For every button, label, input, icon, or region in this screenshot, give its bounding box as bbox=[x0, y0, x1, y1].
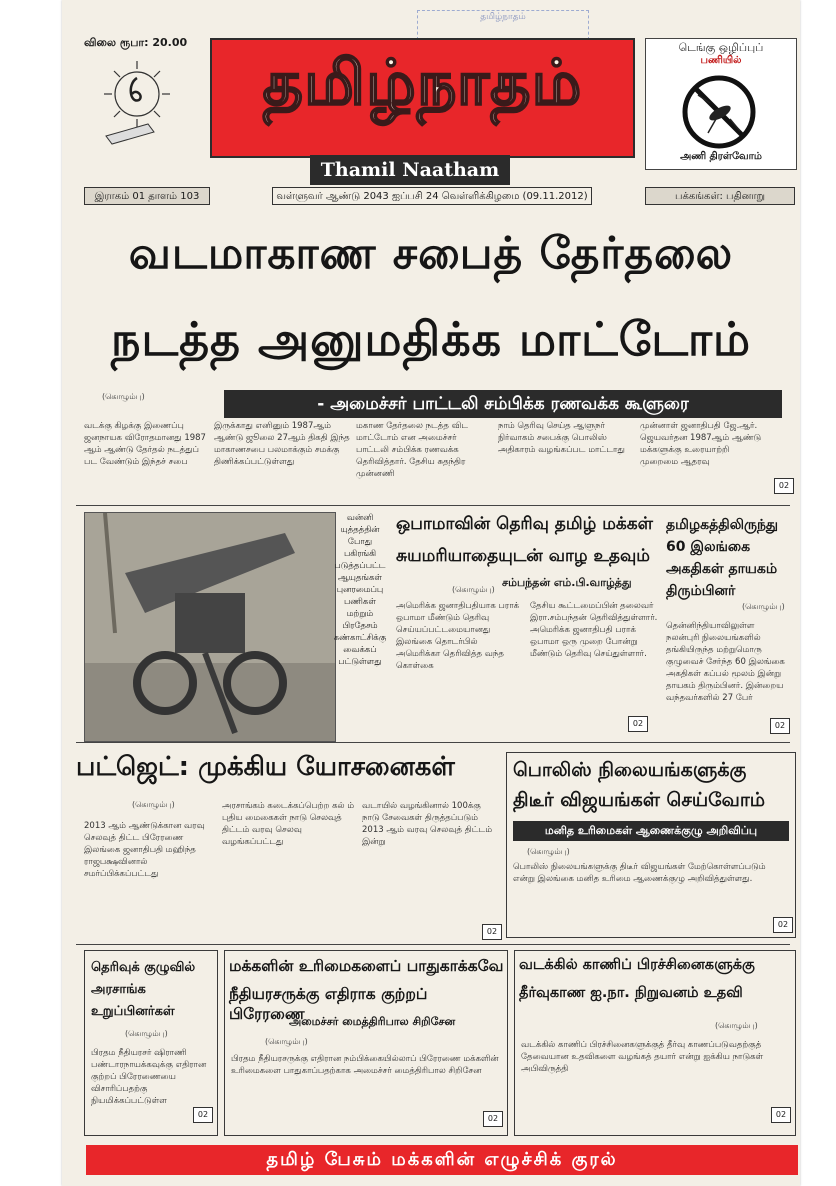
obama-headline-line1: ஒபாமாவின் தெரிவு தமிழ் மக்கள் bbox=[396, 514, 653, 534]
lead-headline-line1: வடமாகாண சபைத் தேர்தலை bbox=[128, 228, 734, 279]
masthead-subtitle: Thamil Naatham bbox=[310, 155, 510, 185]
lead-column-2: இருக்காது எனினும் 1987ஆம் ஆண்டு ஜூலை 27ஆம் திகதி இந்த மாகாணசபை பலமாக்கும் சமக்கு திணிக்கப்பட்டுள்ளது bbox=[214, 421, 350, 467]
police-subheadline: மனித உரிமைகள் ஆணைக்குழு அறிவிப்பு bbox=[513, 821, 789, 841]
date-line: வள்ளுவர் ஆண்டு 2043 ஐப்பசி 24 வெள்ளிக்கிழமை (09.11.2012) bbox=[272, 187, 592, 205]
rights-continue-arrow[interactable]: 02 bbox=[483, 1111, 503, 1127]
rights-story-box bbox=[224, 950, 508, 1136]
obama-headline-line2: சுயமரியாதையுடன் வாழ உதவும் bbox=[396, 546, 650, 566]
lead-column-5: முன்னாள் ஜனாதிபதி ஜே.ஆர். ஜெயவர்தன 1987ஆம் ஆண்டு மக்களுக்கு உரையாற்றி முறைமை ஆதரவு bbox=[640, 421, 762, 467]
mosquito-ban-icon bbox=[680, 73, 758, 151]
lead-column-1: வடக்கு கிழக்கு இணைப்பு ஜனநாயக விரோதமானது 1987 ஆம் ஆண்டு தேர்தல் நடத்துப் பட வேண்டும் இந்தச் சபை bbox=[84, 421, 206, 467]
lead-headline-line2: நடத்த அனுமதிக்க மாட்டோம் bbox=[110, 312, 752, 366]
refugees-body: தென்னிந்தியாவிலுள்ள நலன்புரி நிலையங்களில் தங்கியிருந்த மற்றுமொரு குழுவைச் சேர்ந்த 60 இலங்கை அகதிகள் கப்பல் மூலம் இன்று தாயகம் திரும்பினர். இன்றைய வந்தவர்களில் 27 பேர் bbox=[666, 621, 785, 703]
committee-headline: தெரிவுக் குழுவில் அரசாங்க உறுப்பினர்கள் bbox=[91, 960, 196, 1019]
rights-body: பிரதம நீதியரசருக்கு எதிரான நம்பிக்கையில்லாப் பிரேரணை மக்களின் உரிமைகளை பாதுகாப்பதற்காக அமைச்சர் மைத்திரிபால சிறிசேன bbox=[231, 1054, 499, 1076]
obama-column-1: அமெரிக்க ஜனாதிபதியாக பராக் ஒபாமா மீண்டும் தெரிவு செய்யப்பட்டமையானது இலங்கை தொடர்பில் அமெரிக்கா தெரிவித்த வந்த கொள்கை bbox=[396, 601, 520, 671]
obama-column-2: தேசிய கூட்டமைப்பின் தலைவர் இரா.சம்பந்தன் தெரிவித்துள்ளார். அமெரிக்க ஜனாதிபதி பராக் ஒபாமா ஒரு முறை போன்று மீண்டும் தெரிவு செய்துள்ளார். bbox=[530, 601, 658, 659]
lead-reporter: (கொழும்பு) bbox=[102, 392, 145, 401]
police-reporter: (கொழும்பு) bbox=[527, 847, 570, 856]
committee-story-box bbox=[84, 950, 218, 1136]
masthead-banner bbox=[210, 38, 635, 158]
budget-continue-arrow[interactable]: 02 bbox=[482, 924, 502, 940]
committee-reporter: (கொழும்பு) bbox=[125, 1029, 168, 1038]
section-divider bbox=[76, 505, 790, 506]
issue-number: இராகம் 01 தாளம் 103 bbox=[84, 187, 210, 205]
obama-attribution: சம்பந்தன் எம்.பி.வாழ்த்து bbox=[502, 576, 632, 589]
dengue-top-text: டெங்கு ஒழிப்புப் bbox=[678, 41, 764, 54]
budget-reporter: (கொழும்பு) bbox=[132, 800, 175, 809]
police-headline-line2: திடீர் விஜயங்கள் செய்வோம் bbox=[513, 789, 766, 811]
price-label: விலை ரூபா: 20.00 bbox=[84, 36, 188, 49]
artillery-photo bbox=[84, 512, 336, 742]
refugees-reporter: (கொழும்பு) bbox=[742, 602, 785, 611]
section-divider bbox=[76, 742, 790, 743]
masthead-title: தமிழ்நாதம் bbox=[262, 46, 583, 119]
ink-stamp: தமிழ்நாதம் bbox=[417, 10, 589, 40]
page-count: பக்கங்கள்: பதினாறு bbox=[645, 187, 795, 205]
dengue-bottom-text: அணி திரள்வோம் bbox=[680, 151, 762, 162]
police-continue-arrow[interactable]: 02 bbox=[773, 917, 793, 933]
rights-attribution: அமைச்சர் மைத்திரிபால சிறிசேன bbox=[289, 1015, 456, 1028]
lead-column-3: மகாண தேர்தலை நடத்த விட மாட்டோம் என அமைச்சர் பாட்டலி சம்பிக்க ரணவக்க தெரிவித்தார். தேசிய சுதந்திர முன்னணி bbox=[356, 421, 469, 479]
budget-headline: பட்ஜெட்: முக்கிய யோசனைகள் bbox=[76, 752, 455, 782]
obama-reporter: (கொழும்பு) bbox=[452, 585, 495, 594]
rights-reporter: (கொழும்பு) bbox=[265, 1037, 308, 1046]
newspaper-page bbox=[62, 0, 800, 1186]
committee-continue-arrow[interactable]: 02 bbox=[193, 1107, 213, 1123]
north-headline-line1: வடக்கில் காணிப் பிரச்சினைகளுக்கு bbox=[519, 957, 755, 973]
north-reporter: (கொழும்பு) bbox=[715, 1021, 758, 1030]
dengue-mid-text: பணியில் bbox=[700, 55, 742, 66]
lead-continue-arrow[interactable]: 02 bbox=[774, 478, 794, 494]
artillery-photo-image bbox=[85, 513, 335, 741]
north-continue-arrow[interactable]: 02 bbox=[771, 1107, 791, 1123]
police-headline-line1: பொலிஸ் நிலையங்களுக்கு bbox=[513, 759, 747, 781]
lead-attribution: - அமைச்சர் பாட்டலி சம்பிக்க ரணவக்க கூளுரை bbox=[224, 390, 782, 418]
north-body: வடக்கில் காணிப் பிரச்சினைகளுக்குத் தீர்வு காணப்படுவதற்குத் தேவையான உதவிகளை வழங்கத் தயார் என்று ஐக்கிய நாடுகள் அபிவிருத்தி bbox=[521, 1040, 764, 1074]
obama-continue-arrow[interactable]: 02 bbox=[628, 716, 648, 732]
lead-column-4: நாம் தெரிவு செய்த ஆளுநர் நிர்வாகம் சபைக்கு பொலிஸ் அதிகாரம் வழங்கப்பட மாட்டாது bbox=[498, 421, 625, 455]
north-story-box bbox=[514, 950, 796, 1136]
rights-headline-line2: நீதியரசருக்கு எதிராக குற்றப் பிரேரணை bbox=[229, 985, 428, 1023]
refugees-continue-arrow[interactable]: 02 bbox=[770, 718, 790, 734]
photo-caption: வன்னி யுத்தத்தின் போது பகிரங்கி படுத்தப்பட்ட ஆயுதங்கள் புனரமைப்பு பணிகள் மற்றும் பிரதேசம் கண்காட்சிக்கு வைக்கப் பட்டுள்ளது bbox=[333, 513, 387, 667]
budget-column-1: 2013 ஆம் ஆண்டுக்கான வரவு செலவுத் திட்ட பிரேரணை இலங்கை ஜனாதிபதி மஹிந்த ராஜபக்ஷவினால் சமர்ப்பிக்கப்பட்டது bbox=[84, 821, 205, 879]
police-body: பொலிஸ் நிலையங்களுக்கு திடீர் விஜயங்கள் மேற்கொள்ளப்படும் என்று இலங்கை மனித உரிமை ஆணைக்குழு அறிவித்துள்ளது. bbox=[513, 862, 766, 884]
footer-slogan-bar: தமிழ் பேசும் மக்களின் எழுச்சிக் குரல் bbox=[86, 1145, 798, 1175]
north-headline-line2: தீர்வுகாண ஐ.நா. நிறுவனம் உதவி bbox=[519, 985, 743, 1001]
dengue-campaign-box bbox=[645, 38, 797, 170]
budget-column-2: அரசாங்கம் கடைக்கப்பெற்ற கல் ம் புதிய மைகைகள் நாடு செலவுத் திட்டம் வரவு செலவு வழங்கப்பட்டது bbox=[222, 801, 355, 847]
section-divider bbox=[76, 944, 790, 945]
refugees-headline: தமிழகத்திலிருந்து 60 இலங்கை அகதிகள் தாயகம் திரும்பினர் bbox=[666, 517, 779, 599]
budget-column-3: வடாயில் வழங்கினால் 100க்கு நாடு சேவைகள் திருத்தப்படும் 2013 ஆம் வரவு செலவுத் திட்டம் இன்று bbox=[362, 801, 493, 847]
police-story-box bbox=[506, 752, 796, 938]
committee-body: பிரதம நீதியரசர் ஷிராணி பண்டாரநாயக்கவுக்கு எதிரான குற்றப் பிரேரணையை விசாரிப்பதற்கு நியமிக்கப்பட்டுள்ள bbox=[91, 1048, 207, 1106]
rights-headline-line1: மக்களின் உரிமைகளைப் பாதுகாக்கவே bbox=[229, 957, 504, 975]
music-note-emblem-icon bbox=[92, 56, 182, 146]
